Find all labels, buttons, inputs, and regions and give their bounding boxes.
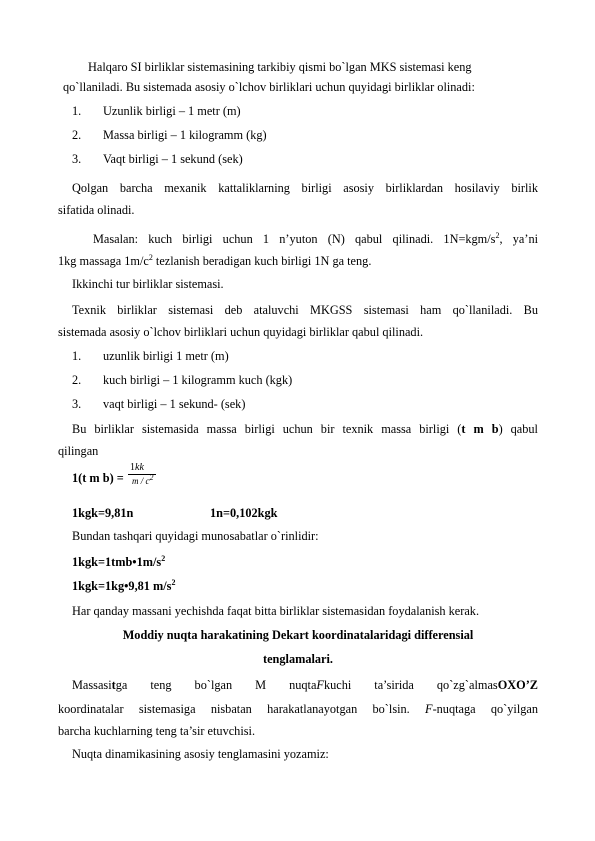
list1-item-1: Uzunlik birligi – 1 metr (m) [103,104,241,118]
list1-num-2: 2. [72,128,82,142]
paragraph-7: Nuqta dinamikasining asosiy tenglamasini yozamiz: [72,747,329,761]
paragraph-4: Bundan tashqari quyidagi munosabatlar o`rinlidir: [72,529,319,543]
list2-item-3: vaqt birligi – 1 sekund- (sek) [103,397,246,411]
paragraph-3-line-2: qilingan [58,444,99,458]
paragraph-3-line-1: Bu birliklar sistemasida massa birligi uchun bir texnik massa birligi (t m b) qabul [72,422,538,436]
intro-line-1: Halqaro SI birliklar sistemasining tarkibiy qismi bo`lgan MKS sistemasi keng [88,60,472,74]
formula-tmb-numerator: 1kk [130,462,144,473]
paragraph-6-line-3: barcha kuchlarning teng ta’sir etuvchisi. [58,724,256,738]
equality-n-to-kgk: 1n=0,102kgk [210,506,278,520]
section-heading-line-2: tenglamalari. [262,652,333,666]
example-line-2: 1kg massaga $1m/c^2$ tezlanish beradigan kuch birligi 1N ga teng. [58,252,372,268]
paragraph-2-line-2: sistemada asosiy o`lchov birliklari uchun quyidagi birliklar qabul qilinadi. [58,325,424,339]
relation-1: $1kgk=1tmb•1m/s^2$ [72,553,166,569]
list2-item-1: uzunlik birligi 1 metr (m) [103,349,229,363]
list1-num-1: 1. [72,104,82,118]
second-system-heading: Ikkinchi tur birliklar sistemasi. [72,277,224,291]
list1-item-2: Massa birligi – 1 kilogramm (kg) [103,128,267,142]
equality-kgk-to-n: 1kgk=9,81n [72,506,134,520]
formula-tmb-denominator: m / $c^2$ [132,473,154,486]
formula-tmb-lhs: 1(t m b) = [72,471,124,485]
paragraph-1-line-2: sifatida olinadi. [58,203,135,217]
list2-item-2: kuch birligi – 1 kilogramm kuch (kgk) [103,373,293,387]
paragraph-5: Har qanday massani yechishda faqat bitta birliklar sistemasidan foydalanish kerak. [72,604,480,618]
paragraph-6-line-2: koordinatalar sistemasiga nisbatan harakatlanayotgan bo`lsin. F-nuqtaga qo`yilgan [58,702,538,716]
list2-num-1: 1. [72,349,82,363]
section-heading-line-1: Moddiy nuqta harakatining Dekart koordinatalaridagi differensial [122,628,474,642]
list1-num-3: 3. [72,152,82,166]
list2-num-2: 2. [72,373,82,387]
paragraph-1-line-1: Qolgan barcha mexanik kattaliklarning birligi asosiy birliklardan hosilaviy birlik [72,181,538,195]
paragraph-6-line-1: Massasitga teng bo`lgan M nuqtaFkuchi ta’sirida qo`zg`almasOXO’Z [72,678,538,692]
list2-num-3: 3. [72,397,82,411]
example-line-1: Masalan: kuch birligi uchun 1 n’yuton (N) qabul qilinadi. $1N=kgm/s^2$, ya’ni [93,230,539,246]
list1-item-3: Vaqt birligi – 1 sekund (sek) [103,152,243,166]
intro-line-2: qo`llaniladi. Bu sistemada asosiy o`lchov birliklari uchun quyidagi birliklar olinadi: [63,80,475,94]
paragraph-2-line-1: Texnik birliklar sistemasi deb ataluvchi MKGSS sistemasi ham qo`llaniladi. Bu [72,303,538,317]
relation-2: 1kgk=1kg•9,81 $m/s^2$ [72,577,176,593]
